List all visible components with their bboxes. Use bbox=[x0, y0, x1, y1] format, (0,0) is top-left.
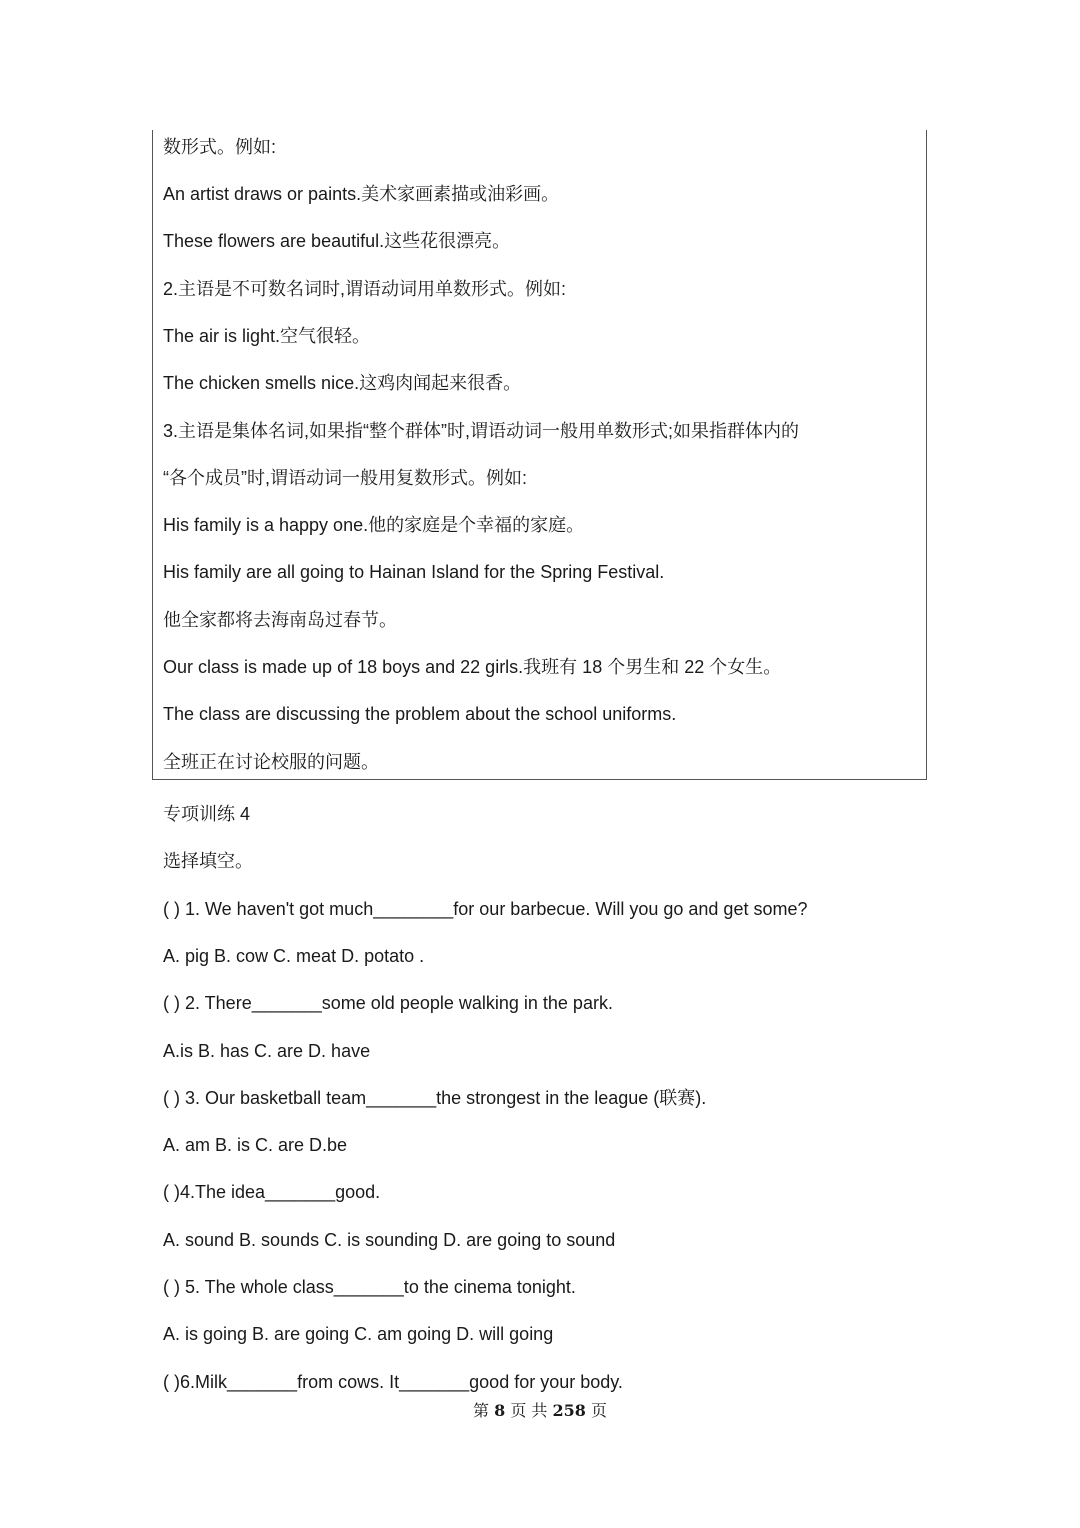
question-line: ( ) 5. The whole class_______to the cinema tonight. bbox=[163, 1277, 576, 1297]
question-line: ( )4.The idea_______good. bbox=[163, 1182, 381, 1202]
rule-line: 2.主语是不可数名词时,谓语动词用单数形式。例如: bbox=[163, 279, 567, 299]
rule-line: 全班正在讨论校服的问题。 bbox=[163, 752, 379, 772]
rule-line: The air is light.空气很轻。 bbox=[163, 326, 371, 346]
exercise-title: 专项训练 4 bbox=[163, 804, 251, 824]
rule-line: His family is a happy one.他的家庭是个幸福的家庭。 bbox=[163, 515, 585, 535]
rule-box bbox=[152, 130, 927, 780]
rule-line: Our class is made up of 18 boys and 22 girls.我班有 18 个男生和 22 个女生。 bbox=[163, 657, 782, 677]
exercise-instruction: 选择填空。 bbox=[163, 851, 253, 871]
footer-total-pages: 258 bbox=[552, 1401, 586, 1420]
rule-line: His family are all going to Hainan Island for the Spring Festival. bbox=[163, 562, 665, 582]
rule-line: 3.主语是集体名词,如果指“整个群体”时,谓语动词一般用单数形式;如果指群体内的 bbox=[163, 421, 799, 441]
rule-line: The class are discussing the problem about the school uniforms. bbox=[163, 704, 677, 724]
options-line: A. is going B. are going C. am going D. will going bbox=[163, 1324, 554, 1344]
footer-suffix: 页 bbox=[591, 1401, 608, 1420]
footer-prefix: 第 bbox=[472, 1401, 489, 1420]
question-line: ( ) 3. Our basketball team_______the strongest in the league (联赛). bbox=[163, 1088, 707, 1108]
page-footer bbox=[0, 1400, 1080, 1422]
question-line: ( ) 1. We haven't got much________for our barbecue. Will you go and get some? bbox=[163, 899, 808, 919]
rule-line: These flowers are beautiful.这些花很漂亮。 bbox=[163, 231, 511, 251]
options-line: A. sound B. sounds C. is sounding D. are going to sound bbox=[163, 1230, 616, 1250]
footer-page-number: 8 bbox=[494, 1401, 506, 1420]
options-line: A. am B. is C. are D.be bbox=[163, 1135, 348, 1155]
rule-line: 数形式。例如: bbox=[163, 137, 277, 157]
rule-line: The chicken smells nice.这鸡肉闻起来很香。 bbox=[163, 373, 522, 393]
rule-line: An artist draws or paints.美术家画素描或油彩画。 bbox=[163, 184, 560, 204]
rule-line: “各个成员”时,谓语动词一般用复数形式。例如: bbox=[163, 468, 527, 488]
rule-line: 他全家都将去海南岛过春节。 bbox=[163, 610, 397, 630]
question-line: ( )6.Milk_______from cows. It_______good for your body. bbox=[163, 1372, 623, 1392]
options-line: A.is B. has C. are D. have bbox=[163, 1041, 371, 1061]
question-line: ( ) 2. There_______some old people walking in the park. bbox=[163, 993, 613, 1013]
options-line: A. pig B. cow C. meat D. potato . bbox=[163, 946, 425, 966]
footer-middle: 页 共 bbox=[510, 1401, 548, 1420]
